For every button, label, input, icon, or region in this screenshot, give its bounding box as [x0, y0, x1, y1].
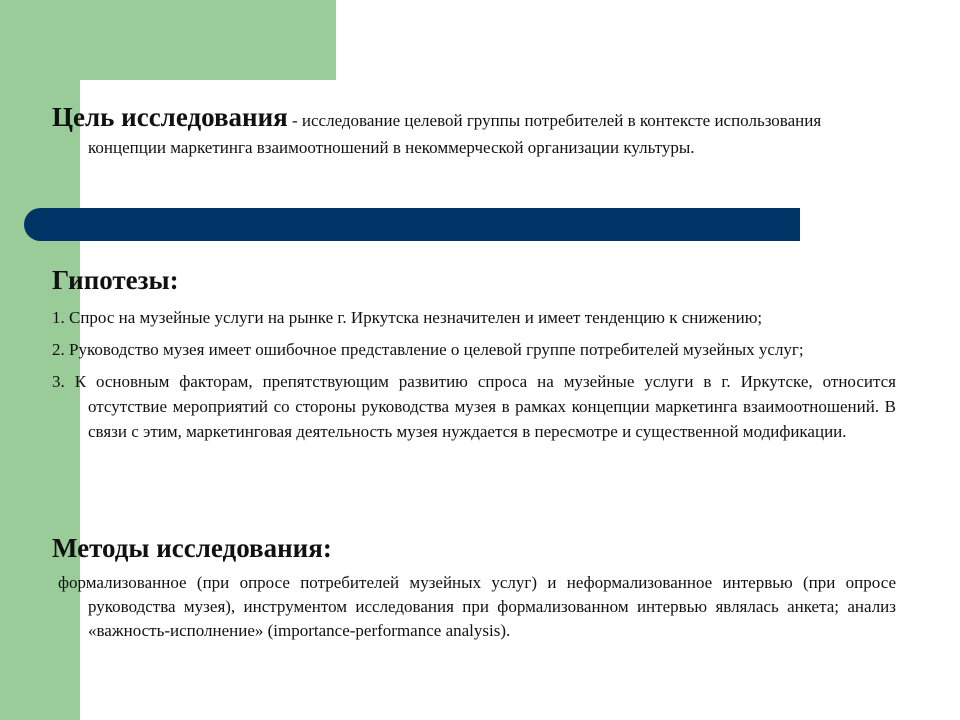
decorative-blue-bar: [24, 208, 800, 241]
hypothesis-item-3: 3. К основным факторам, препятствующим развитию спроса на музейные услуги в г. Иркутске, относится отсутствие мероприятий со стороны руководства музея в рамках концепции маркетинга взаимоотношений. В связи с этим, маркетинговая деятельность музея нуждается в пересмотре и существенной модификации.: [52, 372, 896, 441]
hypotheses-title: Гипотезы:: [52, 265, 179, 295]
goal-text: - исследование целевой группы потребителей в контексте использования концепции маркетинга взаимоотношений в некоммерческой организации культуры.: [88, 111, 822, 157]
goal-section: [52, 104, 896, 161]
hypotheses-list: [52, 305, 896, 451]
methods-text: формализованное (при опросе потребителей музейных услуг) и неформализованное интервью (при опросе руководства музея), инструментом исследования при формализованном интервью являлась анкета; анализ «важность-исполнение» (importance-performance analysis).: [58, 573, 896, 640]
hypothesis-item-1: 1. Спрос на музейные услуги на рынке г. Иркутска незначителен и имеет тенденцию к снижению;: [52, 308, 763, 327]
goal-title: Цель исследования: [52, 102, 288, 132]
hypothesis-item-2: 2. Руководство музея имеет ошибочное представление о целевой группе потребителей музейных услуг;: [52, 340, 804, 359]
methods-title: Методы исследования:: [52, 533, 332, 563]
decorative-green-top-block: [0, 0, 336, 80]
goal-paragraph: [52, 104, 896, 161]
